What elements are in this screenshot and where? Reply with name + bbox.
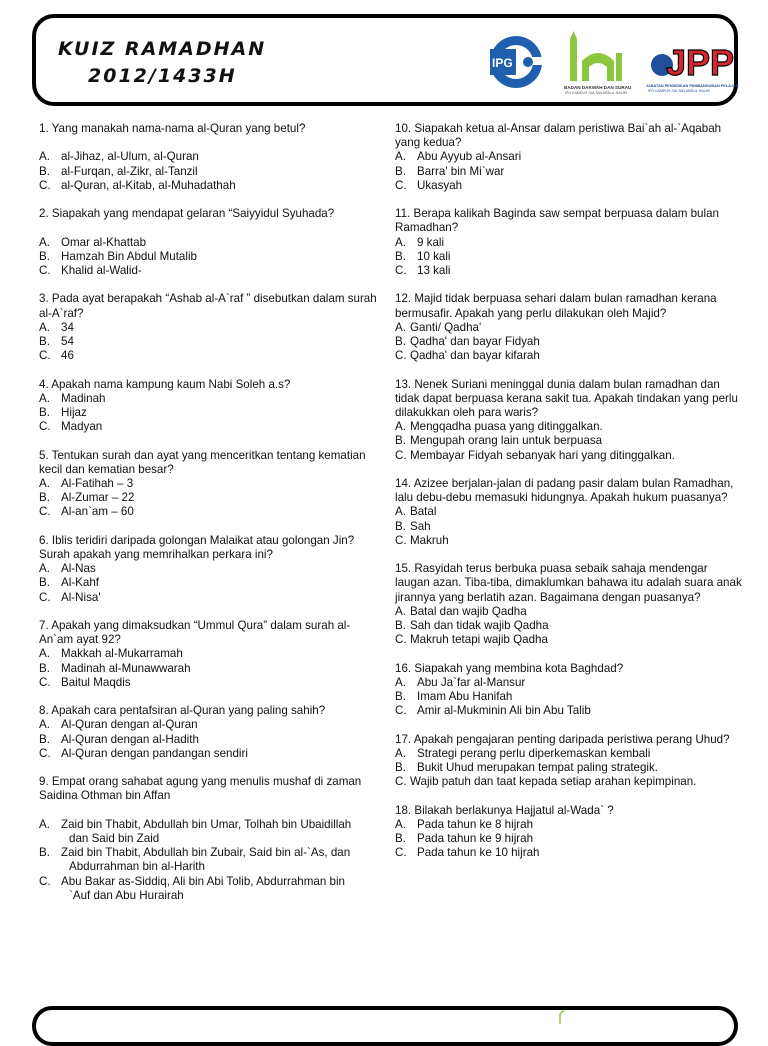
answer-option	[39, 562, 384, 576]
option-letter: A.	[39, 235, 50, 249]
option-text-main: 34	[61, 320, 74, 334]
answer-option	[395, 349, 745, 363]
answer-option	[395, 449, 745, 463]
answer-option	[395, 165, 745, 179]
option-letter: C.	[39, 349, 51, 363]
option-text-main: Al-Nas	[61, 562, 96, 576]
option-text	[61, 505, 384, 519]
option-letter: C.	[39, 420, 51, 434]
answer-option	[395, 747, 745, 761]
option-text	[417, 165, 745, 179]
option-text	[417, 846, 745, 860]
option-text-main: Qadha' dan bayar kifarah	[410, 349, 540, 363]
question-stem: 16. Siapakah yang membina kota Baghdad?	[395, 661, 624, 675]
answer-option	[395, 676, 745, 690]
option-text	[61, 179, 384, 193]
question-stem: 7. Apakah yang dimaksudkan “Ummul Qura” dalam surah al-An`am ayat 92?	[39, 618, 351, 647]
question-stem: 5. Tentukan surah dan ayat yang menceritkan tentang kematian kecil dan kematian besar?	[39, 448, 366, 476]
question-item	[395, 733, 745, 790]
option-text	[410, 420, 745, 434]
question-stem: 9. Empat orang sahabat agung yang menulis mushaf di zaman Saidina Othman bin Affan	[39, 775, 362, 803]
answer-option	[395, 534, 745, 548]
option-letter: A.	[39, 647, 50, 661]
option-text	[410, 434, 745, 448]
option-text-main: Batal	[410, 505, 437, 519]
option-letter: C.	[395, 633, 407, 647]
ipg-logo-text: IPG	[492, 56, 513, 70]
question-stem: 1. Yang manakah nama-nama al-Quran yang betul?	[39, 122, 306, 135]
option-text	[61, 846, 384, 874]
footer-box	[32, 1006, 738, 1046]
option-letter: C.	[395, 775, 407, 789]
answer-option	[39, 179, 384, 193]
answer-option	[395, 264, 745, 278]
answer-option	[39, 846, 384, 874]
option-letter: C.	[39, 590, 51, 604]
option-text	[417, 150, 745, 164]
question-item	[395, 477, 745, 548]
answer-option	[39, 420, 384, 434]
question-stem: 15. Rasyidah terus berbuka puasa sebaik sahaja mendengar laugan azan. Tiba-tiba, dimaklumkan bahawa itu adalah suara anak jirannya yang berlatih azan. Bagaimana dengan puasanya?	[395, 562, 742, 604]
option-text	[61, 818, 384, 846]
answer-option	[395, 846, 745, 860]
answer-option	[39, 647, 384, 661]
option-text-main: Abu Ja`far al-Mansur	[417, 675, 526, 689]
question-item	[39, 534, 384, 605]
answer-option	[39, 335, 384, 349]
answer-option	[39, 236, 384, 250]
jpp-logo-subcaption: IPG KAMPUS SULTAN ABDUL HALIM	[648, 89, 710, 93]
answer-option	[39, 321, 384, 335]
option-text-continued: `Auf dan Abu Hurairah	[69, 888, 184, 902]
option-letter: A.	[39, 391, 50, 405]
answer-option	[395, 832, 745, 846]
option-letter: B.	[395, 164, 406, 178]
masjid-logo-icon	[562, 27, 632, 97]
option-text-main: 13 kali	[417, 264, 451, 278]
option-text-main: Al-Zumar – 22	[61, 491, 135, 505]
answer-option	[395, 520, 745, 534]
option-text-main: Madinah	[61, 391, 106, 405]
option-text	[417, 704, 745, 718]
answer-option	[39, 406, 384, 420]
answer-option	[395, 633, 745, 647]
option-text-main: Ukasyah	[417, 178, 463, 192]
option-text	[410, 449, 745, 463]
option-text-main: Imam Abu Hanifah	[417, 690, 513, 704]
ipg-logo-icon	[484, 27, 544, 97]
option-letter: B.	[39, 249, 50, 263]
answer-option	[395, 250, 745, 264]
option-text	[417, 832, 745, 846]
option-letter: A.	[395, 746, 406, 760]
option-text	[410, 605, 745, 619]
option-text-main: Al-an`am – 60	[61, 505, 134, 519]
question-stem: 2. Siapakah yang mendapat gelaran “Saiyyidul Syuhada?	[39, 207, 335, 221]
title-line-1: KUIZ RAMADHAN	[58, 38, 267, 60]
answer-option	[395, 321, 745, 335]
option-text-main: Zaid bin Thabit, Abdullah bin Zubair, Said bin al-`As, dan	[61, 846, 351, 860]
answer-option	[39, 875, 384, 903]
option-letter: C.	[39, 263, 51, 277]
question-item	[395, 122, 745, 193]
quiz-title	[58, 36, 266, 90]
question-stem: 13. Nenek Suriani meninggal dunia dalam bulan ramadhan dan tidak dapat berpuasa kerana sakit tua. Apakah tindakan yang perlu dilakukkan oleh para waris?	[395, 377, 738, 420]
option-text	[61, 420, 384, 434]
option-text-main: Bukit Uhud merupakan tempat paling strategik.	[417, 761, 659, 775]
option-text-main: Al-Quran dengan pandangan sendiri	[61, 746, 248, 760]
answer-option	[39, 349, 384, 363]
option-letter: C.	[395, 178, 407, 192]
question-item	[395, 562, 745, 647]
option-letter: C.	[39, 675, 51, 689]
option-letter: B.	[395, 519, 406, 533]
option-text-main: Madyan	[61, 420, 103, 434]
option-text-main: Al-Fatihah – 3	[61, 476, 134, 490]
option-text	[410, 633, 745, 647]
answer-option	[395, 704, 745, 718]
option-letter: A.	[39, 476, 50, 490]
question-item	[39, 292, 384, 363]
option-letter: B.	[39, 732, 50, 746]
jpp-logo-caption: JABATAN PENDIDIKAN PEMBANGUNAN PELAJAR	[646, 84, 739, 88]
option-letter: A.	[395, 817, 406, 831]
option-letter: B.	[395, 335, 406, 349]
option-text	[417, 690, 745, 704]
option-letter: A.	[395, 505, 406, 519]
question-stem: 18. Bilakah berlakunya Hajjatul al-Wada` ?	[395, 803, 614, 817]
question-item	[39, 378, 384, 435]
option-text-main: al-Jihaz, al-Ulum, al-Quran	[61, 150, 199, 164]
question-stem: 3. Pada ayat berapakah “Ashab al-A`raf ” disebutkan dalam surah al-A`raf?	[39, 292, 377, 320]
question-item	[39, 704, 384, 761]
option-letter: C.	[395, 704, 407, 718]
option-letter: B.	[39, 661, 50, 675]
question-stem: 4. Apakah nama kampung kaum Nabi Soleh a.s?	[39, 377, 291, 391]
option-text-continued: Abdurrahman bin al-Harith	[69, 860, 205, 874]
option-text	[417, 250, 745, 264]
option-letter: B.	[39, 405, 50, 419]
answer-option	[39, 733, 384, 747]
answer-option	[395, 690, 745, 704]
option-text	[61, 165, 384, 179]
option-letter: A.	[39, 320, 50, 334]
option-text	[61, 591, 384, 605]
answer-option	[39, 662, 384, 676]
answer-option	[395, 179, 745, 193]
answer-option	[395, 775, 745, 789]
option-text-main: 46	[61, 349, 74, 363]
question-item	[39, 207, 384, 278]
logo-group	[484, 26, 739, 98]
option-text-main: Membayar Fidyah sebanyak hari yang ditinggalkan.	[410, 448, 675, 462]
option-letter: C.	[39, 178, 51, 192]
questions-left-column	[39, 122, 384, 917]
option-text	[61, 321, 384, 335]
question-stem: 10. Siapakah ketua al-Ansar dalam peristiwa Bai`ah al-`Aqabah yang kedua?	[395, 122, 722, 150]
option-text	[61, 718, 384, 732]
option-text	[417, 818, 745, 832]
option-text-main: Makruh	[410, 533, 449, 547]
option-text-main: Abu Bakar as-Siddiq, Ali bin Abi Tolib, Abdurrahman bin	[61, 874, 346, 888]
option-text-main: Pada tahun ke 8 hijrah	[417, 817, 534, 831]
answer-option	[39, 477, 384, 491]
option-text	[61, 875, 384, 903]
option-text	[417, 264, 745, 278]
option-letter: C.	[395, 533, 407, 547]
spacer	[39, 221, 384, 235]
option-text-main: Pada tahun ke 10 hijrah	[417, 846, 540, 860]
option-text	[410, 534, 745, 548]
question-item	[39, 122, 384, 193]
option-text-main: Qadha' dan bayar Fidyah	[410, 335, 540, 349]
option-text-main: Abu Ayyub al-Ansari	[417, 150, 522, 164]
option-letter: B.	[395, 249, 406, 263]
option-text-main: Batal dan wajib Qadha	[410, 604, 527, 618]
option-text-main: Al-Quran dengan al-Quran	[61, 718, 198, 732]
option-text-main: Madinah al-Munawwarah	[61, 661, 191, 675]
masjid-logo-caption: BADAN DAKWAH DAN SURAU	[564, 85, 632, 90]
option-text	[410, 349, 745, 363]
option-text	[61, 392, 384, 406]
option-text	[61, 747, 384, 761]
answer-option	[395, 335, 745, 349]
option-text	[410, 520, 745, 534]
option-letter: B.	[395, 690, 406, 704]
option-text-main: Sah dan tidak wajib Qadha	[410, 619, 549, 633]
answer-option	[395, 761, 745, 775]
answer-option	[39, 505, 384, 519]
answer-option	[39, 591, 384, 605]
option-letter: C.	[39, 505, 51, 519]
option-text	[417, 747, 745, 761]
option-text-main: Al-Nisa'	[61, 590, 101, 604]
option-text-main: 10 kali	[417, 249, 451, 263]
option-text-continued: dan Said bin Zaid	[69, 831, 160, 845]
option-text-main: 54	[61, 334, 74, 348]
option-text	[410, 335, 745, 349]
option-letter: A.	[395, 150, 406, 164]
option-text	[61, 150, 384, 164]
option-text	[61, 264, 384, 278]
option-letter: B.	[39, 164, 50, 178]
option-text	[417, 676, 745, 690]
option-text-main: Mengupah orang lain untuk berpuasa	[410, 434, 603, 448]
option-letter: B.	[39, 491, 50, 505]
header-box	[32, 14, 738, 106]
option-text-main: Hamzah Bin Abdul Mutalib	[61, 249, 197, 263]
option-text	[61, 250, 384, 264]
option-text	[61, 662, 384, 676]
option-text	[61, 647, 384, 661]
option-text-main: Hijaz	[61, 405, 87, 419]
option-letter: A.	[39, 150, 50, 164]
option-text-main: Mengqadha puasa yang ditinggalkan.	[410, 420, 603, 434]
option-letter: C.	[395, 349, 407, 363]
option-text	[410, 775, 745, 789]
option-text	[410, 619, 745, 633]
option-letter: A.	[39, 718, 50, 732]
question-stem: 11. Berapa kalikah Baginda saw sempat berpuasa dalam bulan Ramadhan?	[395, 207, 719, 235]
option-text	[61, 676, 384, 690]
answer-option	[39, 264, 384, 278]
question-stem: 17. Apakah pengajaran penting daripada peristiwa perang Uhud?	[395, 732, 730, 746]
option-text	[61, 576, 384, 590]
answer-option	[39, 491, 384, 505]
option-text	[61, 349, 384, 363]
answer-option	[395, 619, 745, 633]
option-text-main: Al-Kahf	[61, 576, 100, 590]
option-text	[61, 406, 384, 420]
answer-option	[39, 818, 384, 846]
question-item	[395, 292, 745, 363]
option-letter: B.	[39, 334, 50, 348]
answer-option	[395, 818, 745, 832]
option-letter: B.	[39, 846, 50, 860]
answer-option	[395, 505, 745, 519]
question-item	[395, 207, 745, 278]
option-text	[417, 236, 745, 250]
option-letter: C.	[39, 746, 51, 760]
masjid-logo-subcaption: IPG KAMPUS SULTAN ABDUL HALIM	[565, 91, 627, 95]
question-item	[395, 378, 745, 463]
option-text	[61, 733, 384, 747]
option-text-main: Khalid al-Walid-	[61, 263, 142, 277]
option-letter: B.	[395, 619, 406, 633]
option-letter: B.	[39, 576, 50, 590]
question-stem: 14. Azizee berjalan-jalan di padang pasir dalam bulan Ramadhan, lalu debu-debu memasuki hidungnya. Apakah hukum puasanya?	[395, 477, 734, 505]
option-letter: B.	[395, 761, 406, 775]
answer-option	[39, 576, 384, 590]
option-text-main: Al-Quran dengan al-Hadith	[61, 732, 199, 746]
option-letter: C.	[39, 874, 51, 888]
leaf-icon	[555, 1010, 565, 1024]
option-text-main: Barra' bin Mi`war	[417, 164, 505, 178]
questions-right-column	[395, 122, 745, 875]
option-letter: B.	[395, 832, 406, 846]
spacer	[39, 804, 384, 818]
option-text	[61, 477, 384, 491]
question-item	[39, 775, 384, 903]
option-letter: A.	[39, 817, 50, 831]
option-text	[410, 505, 745, 519]
answer-option	[395, 605, 745, 619]
jpp-logo-icon	[646, 27, 739, 97]
question-item	[395, 804, 745, 861]
option-letter: C.	[395, 264, 407, 278]
option-letter: A.	[395, 420, 406, 434]
spacer	[39, 136, 384, 150]
option-text-main: Wajib patuh dan taat kepada setiap arahan kepimpinan.	[410, 775, 697, 789]
option-letter: C.	[395, 846, 407, 860]
question-stem: 12. Majid tidak berpuasa sehari dalam bulan ramadhan kerana bermusafir. Apakah yang perlu dilakukan oleh Majid?	[395, 292, 717, 320]
answer-option	[39, 392, 384, 406]
question-item	[39, 619, 384, 690]
answer-option	[395, 236, 745, 250]
option-letter: B.	[395, 434, 406, 448]
option-text	[417, 761, 745, 775]
option-letter: A.	[39, 562, 50, 576]
option-text-main: Makkah al-Mukarramah	[61, 647, 183, 661]
option-text-main: Strategi perang perlu diperkemaskan kembali	[417, 746, 651, 760]
option-text-main: Amir al-Mukminin Ali bin Abu Talib	[417, 704, 591, 718]
answer-option	[39, 250, 384, 264]
answer-option	[395, 150, 745, 164]
option-text	[61, 562, 384, 576]
option-text	[417, 179, 745, 193]
option-text-main: Makruh tetapi wajib Qadha	[410, 633, 548, 647]
option-letter: A.	[395, 604, 406, 618]
option-letter: A.	[395, 320, 406, 334]
answer-option	[39, 150, 384, 164]
question-stem: 6. Iblis teridiri daripada golongan Malaikat atau golongan Jin? Surah apakah yang memrihalkan perkara ini?	[39, 533, 355, 561]
option-text	[61, 335, 384, 349]
option-letter: C.	[395, 448, 407, 462]
answer-option	[39, 676, 384, 690]
question-stem: 8. Apakah cara pentafsiran al-Quran yang paling sahih?	[39, 704, 326, 718]
question-item	[395, 662, 745, 719]
option-text	[61, 491, 384, 505]
question-item	[39, 449, 384, 520]
option-text-main: Sah	[410, 519, 431, 533]
option-text-main: Zaid bin Thabit, Abdullah bin Umar, Tolhah bin Ubaidillah	[61, 817, 352, 831]
answer-option	[39, 165, 384, 179]
answer-option	[395, 434, 745, 448]
answer-option	[395, 420, 745, 434]
option-text-main: al-Furqan, al-Zikr, al-Tanzil	[61, 164, 198, 178]
option-text	[410, 321, 745, 335]
jpp-logo-text: JPP	[666, 42, 735, 83]
answer-option	[39, 747, 384, 761]
option-letter: A.	[395, 235, 406, 249]
option-text-main: Baitul Maqdis	[61, 675, 131, 689]
option-letter: A.	[395, 675, 406, 689]
option-text	[61, 236, 384, 250]
title-line-2: 2012/1433H	[88, 65, 237, 87]
option-text-main: 9 kali	[417, 235, 445, 249]
answer-option	[39, 718, 384, 732]
option-text-main: Ganti/ Qadha'	[410, 320, 482, 334]
option-text-main: Pada tahun ke 9 hijrah	[417, 832, 534, 846]
option-text-main: al-Quran, al-Kitab, al-Muhadathah	[61, 178, 236, 192]
option-text-main: Omar al-Khattab	[61, 235, 147, 249]
